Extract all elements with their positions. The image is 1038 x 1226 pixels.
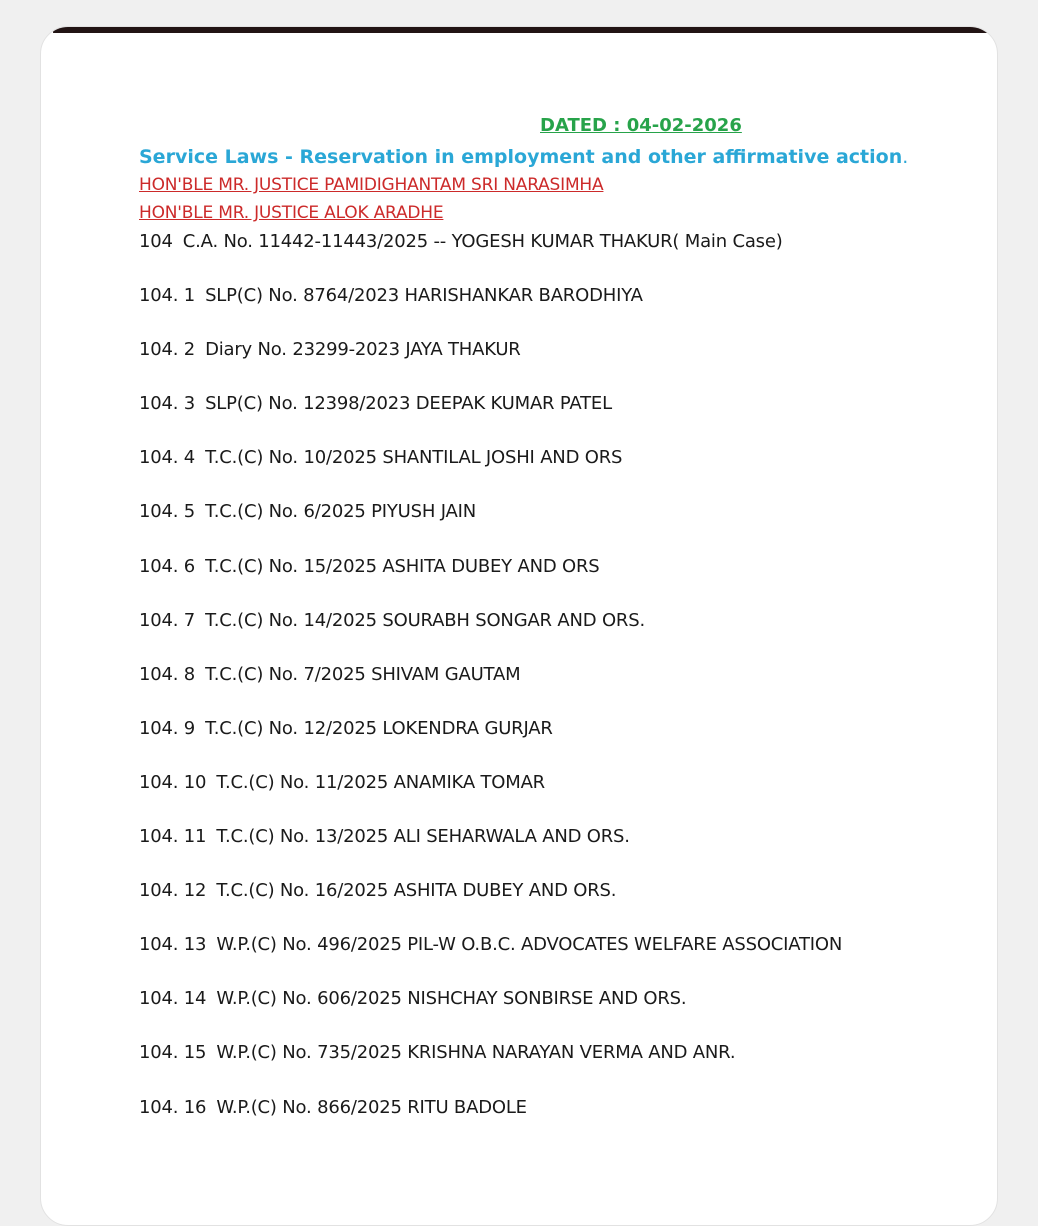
dated-heading: DATED : 04-02-2026 bbox=[540, 115, 742, 136]
case-title: T.C.(C) No. 12/2025 LOKENDRA GURJAR bbox=[205, 717, 553, 739]
case-item bbox=[139, 662, 842, 716]
case-item bbox=[139, 878, 842, 932]
case-number: 104. 9 bbox=[139, 717, 196, 739]
document-card bbox=[40, 26, 998, 1226]
case-item bbox=[139, 229, 842, 283]
case-title: T.C.(C) No. 14/2025 SOURABH SONGAR AND ORS. bbox=[205, 609, 645, 631]
case-list bbox=[139, 229, 842, 1149]
case-number: 104. 8 bbox=[139, 663, 196, 685]
case-item bbox=[139, 770, 842, 824]
case-title: SLP(C) No. 12398/2023 DEEPAK KUMAR PATEL bbox=[205, 393, 612, 415]
subject-text: Service Laws - Reservation in employment and other affirmative action bbox=[139, 146, 903, 168]
case-number: 104 bbox=[139, 231, 173, 252]
case-title: T.C.(C) No. 7/2025 SHIVAM GAUTAM bbox=[205, 663, 521, 685]
case-title: W.P.(C) No. 606/2025 NISHCHAY SONBIRSE AND ORS. bbox=[216, 988, 687, 1010]
case-item bbox=[139, 716, 842, 770]
case-title: C.A. No. 11442-11443/2025 -- YOGESH KUMAR THAKUR( Main Case) bbox=[182, 231, 783, 252]
case-title: T.C.(C) No. 15/2025 ASHITA DUBEY AND ORS bbox=[205, 555, 600, 577]
bench-judge-2: HON'BLE MR. JUSTICE ALOK ARADHE bbox=[139, 203, 444, 223]
case-title: T.C.(C) No. 6/2025 PIYUSH JAIN bbox=[205, 501, 477, 523]
case-item bbox=[139, 824, 842, 878]
case-title: SLP(C) No. 8764/2023 HARISHANKAR BARODHIYA bbox=[205, 285, 643, 307]
case-item bbox=[139, 1095, 842, 1149]
case-number: 104. 13 bbox=[139, 934, 207, 956]
case-number: 104. 4 bbox=[139, 447, 196, 469]
case-item bbox=[139, 986, 842, 1040]
case-number: 104. 11 bbox=[139, 826, 207, 848]
case-number: 104. 2 bbox=[139, 339, 196, 361]
case-title: W.P.(C) No. 496/2025 PIL-W O.B.C. ADVOCATES WELFARE ASSOCIATION bbox=[216, 934, 843, 956]
case-item bbox=[139, 608, 842, 662]
case-title: T.C.(C) No. 13/2025 ALI SEHARWALA AND ORS. bbox=[216, 826, 630, 848]
case-item bbox=[139, 499, 842, 553]
case-item bbox=[139, 337, 842, 391]
case-number: 104. 10 bbox=[139, 771, 207, 793]
subject-heading bbox=[139, 146, 908, 168]
case-item bbox=[139, 554, 842, 608]
case-item bbox=[139, 445, 842, 499]
subject-period: . bbox=[902, 146, 909, 168]
case-item bbox=[139, 283, 842, 337]
case-title: T.C.(C) No. 16/2025 ASHITA DUBEY AND ORS. bbox=[216, 880, 617, 902]
case-title: Diary No. 23299-2023 JAYA THAKUR bbox=[205, 339, 521, 361]
case-number: 104. 5 bbox=[139, 501, 196, 523]
case-title: W.P.(C) No. 866/2025 RITU BADOLE bbox=[216, 1096, 527, 1118]
case-item bbox=[139, 391, 842, 445]
card-top-bar bbox=[53, 26, 987, 33]
case-item bbox=[139, 1040, 842, 1094]
case-number: 104. 1 bbox=[139, 285, 196, 307]
case-number: 104. 14 bbox=[139, 988, 207, 1010]
case-number: 104. 3 bbox=[139, 393, 196, 415]
case-item bbox=[139, 932, 842, 986]
case-number: 104. 15 bbox=[139, 1042, 207, 1064]
case-title: W.P.(C) No. 735/2025 KRISHNA NARAYAN VERMA AND ANR. bbox=[216, 1042, 736, 1064]
case-number: 104. 6 bbox=[139, 555, 196, 577]
bench-judge-1: HON'BLE MR. JUSTICE PAMIDIGHANTAM SRI NARASIMHA bbox=[139, 175, 604, 195]
case-number: 104. 16 bbox=[139, 1096, 207, 1118]
case-number: 104. 12 bbox=[139, 880, 207, 902]
case-number: 104. 7 bbox=[139, 609, 196, 631]
case-title: T.C.(C) No. 11/2025 ANAMIKA TOMAR bbox=[216, 771, 545, 793]
case-title: T.C.(C) No. 10/2025 SHANTILAL JOSHI AND ORS bbox=[205, 447, 623, 469]
